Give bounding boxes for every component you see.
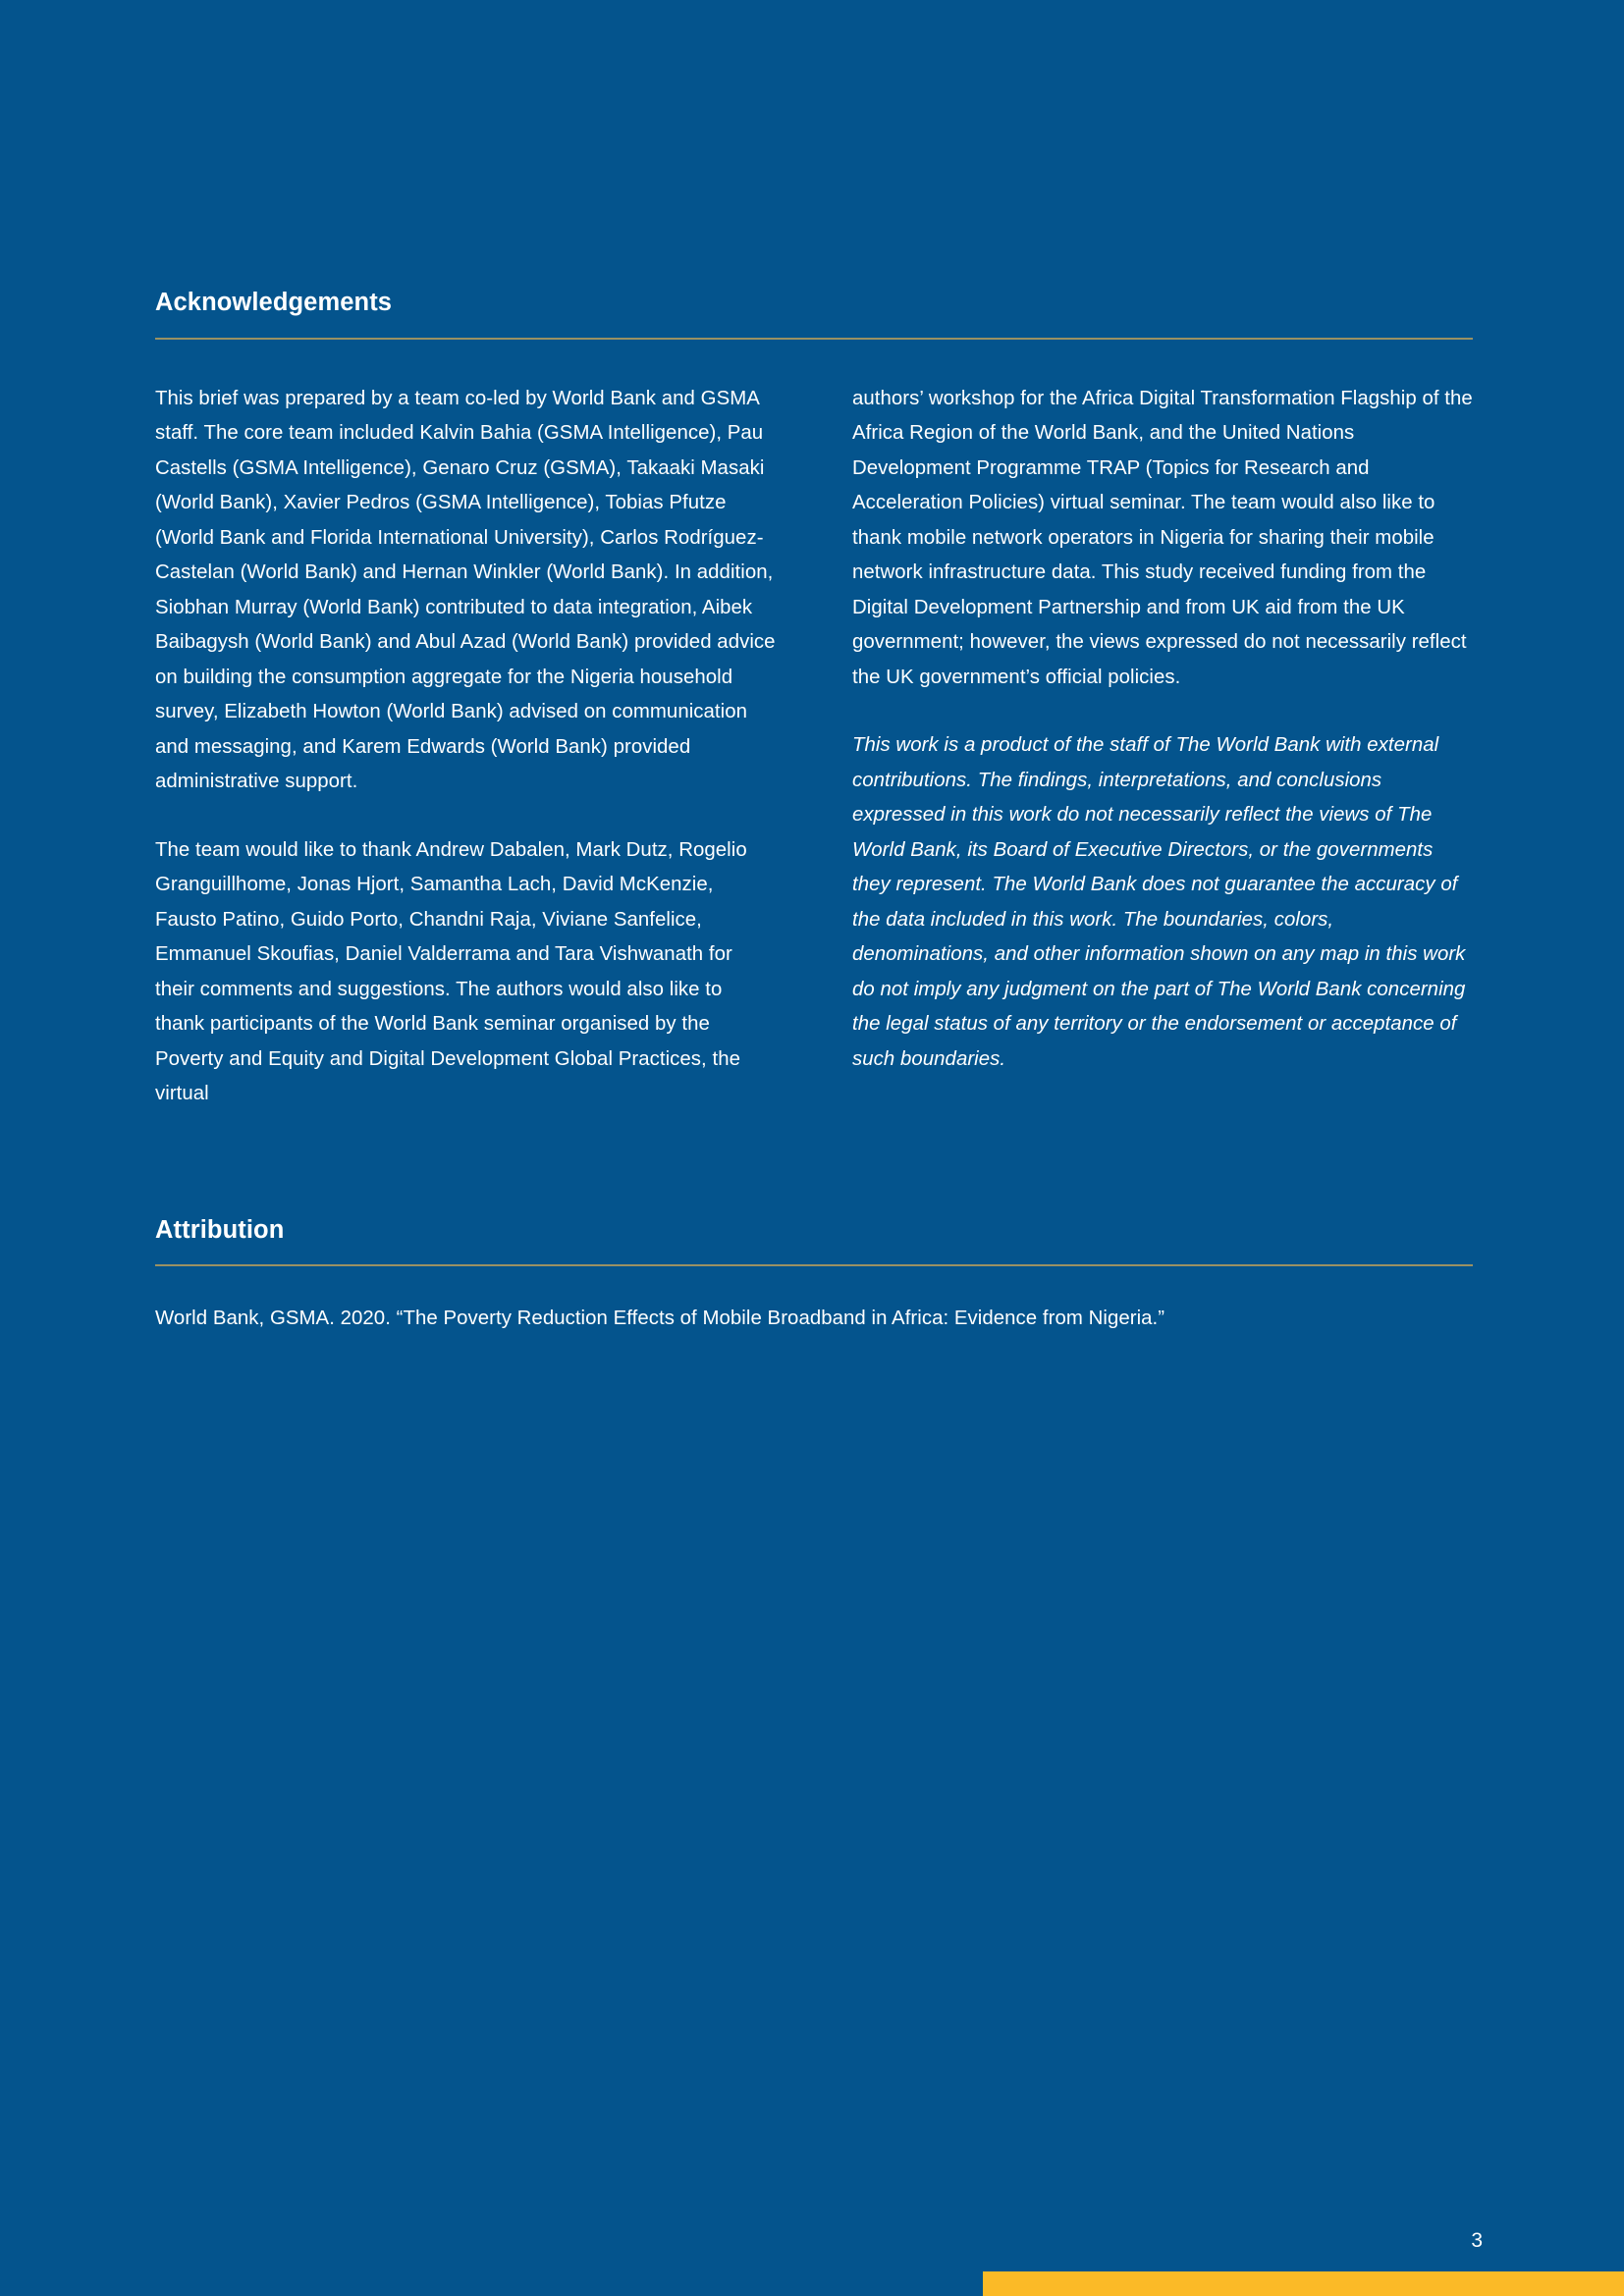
page-content <box>155 291 1473 1337</box>
acknowledgements-columns <box>155 382 1473 1112</box>
acknowledgements-heading: Acknowledgements <box>155 289 393 316</box>
acknowledgements-section <box>155 291 1473 1112</box>
page-number: 3 <box>1471 2229 1483 2252</box>
acknowledgements-paragraph: authors’ workshop for the Africa Digital Transformation Flagship of the Africa Region of the World Bank, and the United Nations Development Programme TRAP (Topics for Research and Acceleration Policies) virtual seminar. The team would also like to thank mobile network operators in Nigeria for sharing their mobile network infrastructure data. This study received funding from the Digital Development Partnership and from UK aid from the UK government; however, the views expressed do not necessarily reflect the UK government’s official policies. <box>852 387 1473 688</box>
acknowledgements-paragraph: The team would like to thank Andrew Dabalen, Mark Dutz, Rogelio Granguillhome, Jonas Hjort, Samantha Lach, David McKenzie, Fausto Patino, Guido Porto, Chandni Raja, Viviane Sanfelice, Emmanuel Skoufias, Daniel Valderrama and Tara Vishwanath for their comments and suggestions. The authors would also like to thank participants of the World Bank seminar organised by the Poverty and Equity and Digital Development Global Practices, the virtual <box>155 838 747 1104</box>
attribution-citation: World Bank, GSMA. 2020. “The Poverty Reduction Effects of Mobile Broadband in Africa: Evidence from Nigeria.” <box>155 1308 1165 1329</box>
acknowledgements-left-column <box>155 382 776 1112</box>
footer-accent-bar <box>983 2271 1624 2296</box>
attribution-heading: Attribution <box>155 1215 285 1244</box>
attribution-section <box>155 1215 1473 1337</box>
acknowledgements-paragraph: This brief was prepared by a team co-led by World Bank and GSMA staff. The core team included Kalvin Bahia (GSMA Intelligence), Pau Castells (GSMA Intelligence), Genaro Cruz (GSMA), Takaaki Masaki (World Bank), Xavier Pedros (GSMA Intelligence), Tobias Pfutze (World Bank and Florida International University), Carlos Rodríguez-Castelan (World Bank) and Hernan Winkler (World Bank). In addition, Siobhan Murray (World Bank) contributed to data integration, Aibek Baibagysh (World Bank) and Abul Azad (World Bank) provided advice on building the consumption aggregate for the Nigeria household survey, Elizabeth Howton (World Bank) advised on communication and messaging, and Karem Edwards (World Bank) provided administrative support. <box>155 387 776 792</box>
world-bank-disclaimer: This work is a product of the staff of The World Bank with external contributions. The findings, interpretations, and conclusions expressed in this work do not necessarily reflect the views of The World Bank, its Board of Executive Directors, or the governments they represent. The World Bank does not guarantee the accuracy of the data included in this work. The boundaries, colors, denominations, and other information shown on any map in this work do not imply any judgment on the part of The World Bank concerning the legal status of any territory or the endorsement or acceptance of such boundaries. <box>852 734 1466 1070</box>
acknowledgements-right-column <box>852 382 1473 1112</box>
attribution-divider <box>155 1264 1473 1266</box>
acknowledgements-divider <box>155 338 1473 340</box>
